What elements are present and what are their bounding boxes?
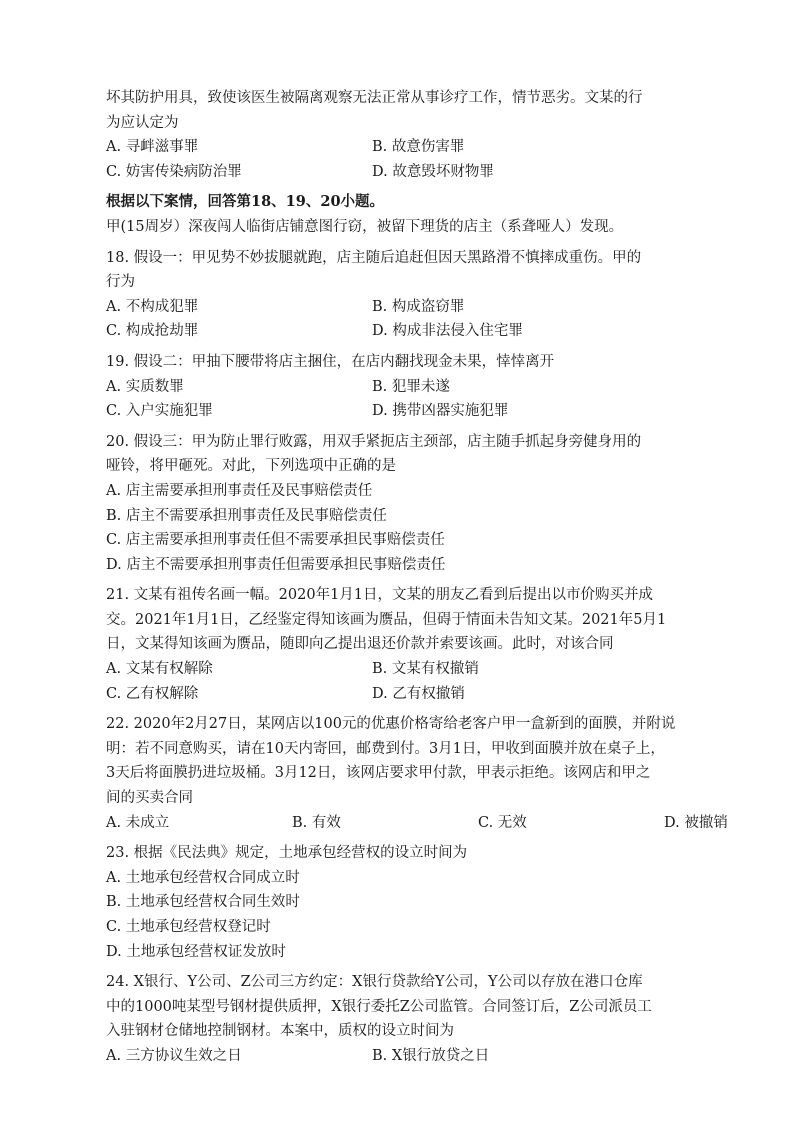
option-row (106, 657, 730, 682)
question-text-line: 交。2021年1月1日，乙经鉴定得知该画为赝品，但碍于情面未告知文某。2021年5月1 (106, 611, 667, 628)
option-b: B. 土地承包经营权合同生效时 (106, 894, 300, 911)
question-text-line: 中的1000吨某型号钢材提供质押，X银行委托Z公司监管。合同签订后，Z公司派员工 (106, 998, 652, 1015)
question-text-line: 间的买卖合同 (106, 790, 193, 807)
question-text-line: 20. 假设三：甲为防止罪行败露，用双手紧扼店主颈部，店主随手抓起身旁健身用的 (106, 433, 642, 450)
option-a: A. 三方协议生效之日 (106, 1047, 242, 1064)
option-b: B. 店主不需要承担刑事责任及民事赔偿责任 (106, 507, 387, 524)
question-18 (106, 246, 730, 344)
question-text-line: 日，文某得知该画为赝品，随即向乙提出退还价款并索要该画。此时，对该合同 (106, 636, 614, 653)
option-c: C. 店主需要承担刑事责任但不需要承担民事赔偿责任 (106, 532, 445, 549)
option-d: D. 故意毁坏财物罪 (372, 163, 494, 180)
option-d: D. 乙有权撤销 (372, 685, 465, 702)
question-text-line: 18. 假设一：甲见势不妙拔腿就跑，店主随后追赶但因天黑路滑不慎摔成重伤。甲的 (106, 249, 642, 266)
question-22 (106, 712, 730, 835)
option-d: D. 店主不需要承担刑事责任但需要承担民事赔偿责任 (106, 556, 446, 573)
question-text-line: 明：若不同意购买，请在10天内寄回，邮费到付。3月1日，甲收到面膜并放在桌子上， (106, 740, 665, 757)
question-text-line: 19. 假设二：甲抽下腰带将店主捆住，在店内翻找现金未果，悻悻离开 (106, 353, 555, 370)
question-text-line: 哑铃，将甲砸死。对此，下列选项中正确的是 (106, 458, 396, 475)
question-text-line: 3天后将面膜扔进垃圾桶。3月12日，该网店要求甲付款，甲表示拒绝。该网店和甲之 (106, 765, 651, 782)
option-d: D. 携带凶器实施犯罪 (372, 403, 509, 420)
option-b: B. 构成盗窃罪 (372, 298, 465, 315)
option-d: D. 被撤销 (664, 814, 728, 831)
intro-question (106, 86, 730, 184)
option-row (106, 160, 730, 185)
option-a: A. 不构成犯罪 (106, 298, 199, 315)
option-row (106, 319, 730, 344)
option-row (106, 135, 730, 160)
option-b: B. 故意伤害罪 (372, 139, 465, 156)
question-20 (106, 430, 730, 578)
option-a: A. 店主需要承担刑事责任及民事赔偿责任 (106, 482, 373, 499)
question-text-line: 24. X银行、Y公司、Z公司三方约定：X银行贷款给Y公司，Y公司以存放在港口仓库 (106, 974, 643, 991)
option-row (106, 295, 730, 320)
question-19 (106, 350, 730, 424)
option-c: C. 构成抢劫罪 (106, 323, 199, 340)
question-text-line: 为应认定为 (106, 114, 179, 131)
option-b: B. X银行放贷之日 (372, 1047, 490, 1064)
option-a: A. 土地承包经营权合同成立时 (106, 869, 300, 886)
option-a: A. 未成立 (106, 814, 170, 831)
question-21 (106, 583, 730, 706)
question-text-line: 坏其防护用具，致使该医生被隔离观察无法正常从事诊疗工作，情节恶劣。文某的行 (106, 90, 643, 106)
question-text-line: 行为 (106, 274, 135, 291)
option-c: C. 乙有权解除 (106, 685, 199, 702)
option-row (106, 682, 730, 707)
option-d: D. 土地承包经营权证发放时 (106, 943, 286, 960)
option-c: C. 无效 (478, 814, 527, 831)
option-c: C. 入户实施犯罪 (106, 403, 213, 420)
question-24 (106, 970, 730, 1068)
option-row (106, 811, 730, 836)
option-c: C. 妨害传染病防治罪 (106, 163, 242, 180)
question-23 (106, 841, 730, 964)
option-b: B. 有效 (292, 814, 341, 831)
option-d: D. 构成非法侵入住宅罪 (372, 323, 523, 340)
case-header: 根据以下案情，回答第18、19、20小题。 (106, 193, 385, 211)
option-a: A. 寻衅滋事罪 (106, 139, 199, 156)
option-b: B. 犯罪未遂 (372, 378, 450, 395)
option-c: C. 土地承包经营权登记时 (106, 919, 271, 935)
option-b: B. 文某有权撤销 (372, 661, 479, 678)
option-a: A. 文某有权解除 (106, 661, 213, 678)
question-text-line: 21. 文某有祖传名画一幅。2020年1月1日，文某的朋友乙看到后提出以市价购买并成 (106, 587, 654, 604)
option-a: A. 实质数罪 (106, 378, 184, 395)
option-row (106, 399, 730, 424)
question-text-line: 入驻钢材仓储地控制钢材。本案中，质权的设立时间为 (106, 1023, 454, 1040)
question-text-line: 22. 2020年2月27日，某网店以100元的优惠价格寄给老客户甲一盒新到的面膜，并附说 (106, 716, 676, 733)
question-text-line: 23. 根据《民法典》规定，土地承包经营权的设立时间为 (106, 845, 468, 862)
option-row (106, 1044, 730, 1069)
case-text: 甲(15周岁）深夜闯人临街店铺意图行窃，被留下理货的店主（系聋哑人）发现。 (106, 218, 624, 235)
option-row (106, 375, 730, 400)
